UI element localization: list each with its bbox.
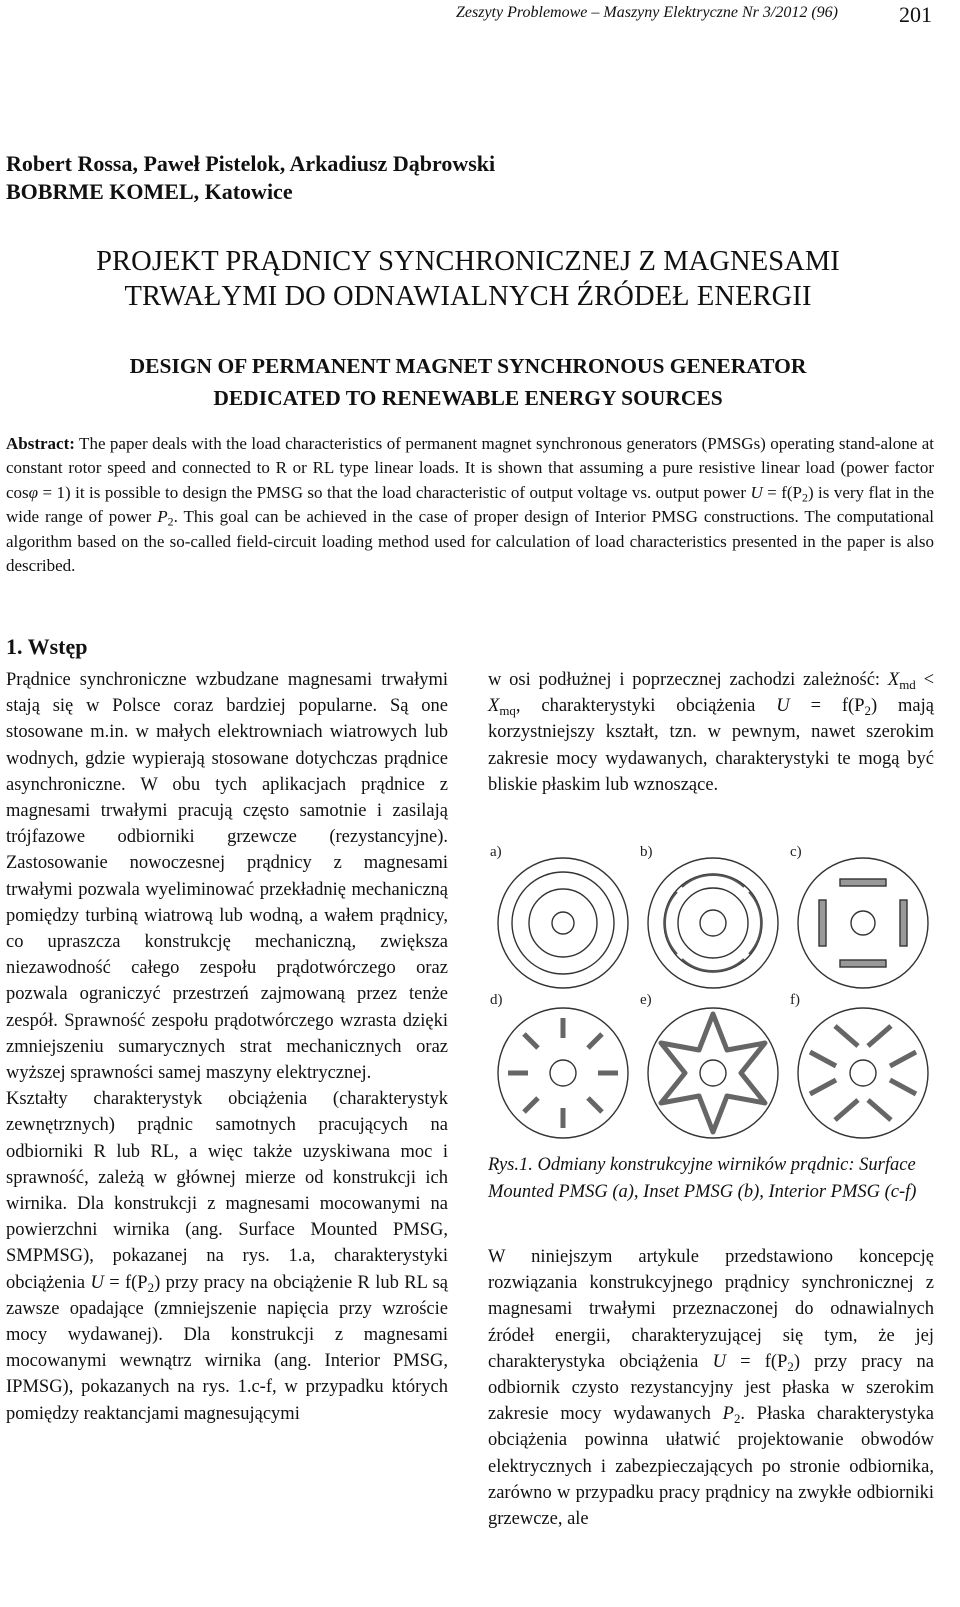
title-polish-line-1: PROJEKT PRĄDNICY SYNCHRONICZNEJ Z MAGNESAMI bbox=[96, 246, 840, 277]
math-subscript: 2 bbox=[801, 490, 808, 505]
right-column-bottom bbox=[488, 1244, 934, 1532]
rotor-b bbox=[648, 858, 778, 988]
title-polish bbox=[0, 244, 936, 314]
left-column bbox=[6, 667, 448, 1427]
paragraph-text: Kształty charakterystyk obciążenia (charakterystyk zewnętrznych) prądnic samotnych pracujących na odbiorniki R lub RL, a więc także uzyskiwana moc i sprawność, zależą w głównej mierze od konstrukcji ich wirnika. Dla konstrukcji z magnesami mocowanymi na powierzchni wirnika (ang. Surface Mounted PMSG, SMPMSG), pokazanej na rys. 1.a, charakterystyki obciążenia bbox=[6, 1089, 448, 1293]
paragraph bbox=[6, 1086, 448, 1427]
rotor-c bbox=[798, 858, 928, 988]
math-symbol: U bbox=[712, 1351, 726, 1372]
author-block bbox=[6, 150, 495, 206]
math-subscript: 2 bbox=[167, 514, 174, 529]
phi-symbol: φ bbox=[28, 482, 39, 502]
math-equation: = f(P bbox=[103, 1272, 148, 1293]
panel-label-c: c) bbox=[790, 844, 802, 860]
math-subscript: mq bbox=[499, 703, 516, 719]
math-symbol: X bbox=[887, 670, 900, 690]
title-english bbox=[0, 350, 936, 414]
panel-label-d: d) bbox=[490, 992, 503, 1008]
math-symbol: X bbox=[488, 696, 500, 717]
paragraph-text: w osi podłużnej i poprzecznej zachodzi zależność: bbox=[488, 670, 888, 690]
page-number: 201 bbox=[899, 2, 932, 27]
figure-caption: Rys.1. Odmiany konstrukcyjne wirników prądnic: Surface Mounted PMSG (a), Inset PMSG (b), Interior PMSG (c-f) bbox=[488, 1155, 917, 1202]
title-english-line-1: DESIGN OF PERMANENT MAGNET SYNCHRONOUS GENERATOR bbox=[129, 354, 807, 378]
panel-label-e: e) bbox=[640, 992, 652, 1008]
rotor-e bbox=[648, 1008, 778, 1138]
math-subscript: 2 bbox=[787, 1358, 794, 1374]
math-symbol: U bbox=[750, 482, 763, 502]
title-english-line-2: DEDICATED TO RENEWABLE ENERGY SOURCES bbox=[213, 386, 723, 410]
rotor-d bbox=[498, 1008, 628, 1138]
affiliation: BOBRME KOMEL, Katowice bbox=[6, 179, 293, 204]
math-equation: = f(P bbox=[725, 1351, 788, 1372]
abstract-text: = 1) it is possible to design the PMSG so that the load characteristic of output voltage vs. output power bbox=[38, 482, 751, 502]
math-subscript: md bbox=[899, 676, 916, 692]
paragraph-text: ) przy pracy na obciążenie R lub RL są zawsze opadające (zmniejszenie napięcia przy wzroście mocy wydawanej). Dla konstrukcji z magnesami mocowanymi wewnątrz wirnika (ang. Interior PMSG, IPMSG), pokazanych na rys. 1.c-f, w przypadku których pomiędzy reaktancjami magnesującymi bbox=[6, 1272, 448, 1424]
abstract-text: The paper deals with the load characteristics of permanent magnet synchronous generators (PMSGs) operating stand-alone at constant rotor speed and connected to R or RL type linear loads. It is shown that assuming a pure resistive linear load (power factor cos bbox=[6, 434, 934, 502]
panel-label-b: b) bbox=[640, 844, 653, 860]
paragraph-text: ) mają korzystniejszy kształt, tzn. w pewnym, nawet szerokim zakresie mocy wydawanych, charakterystyki te mogą być bliskie płaskim lub wznoszące. bbox=[488, 696, 934, 795]
panel-label-a: a) bbox=[490, 844, 502, 860]
math-subscript: 2 bbox=[864, 703, 871, 719]
rotor-a bbox=[498, 858, 628, 988]
paragraph-text: , charakterystyki obciążenia bbox=[515, 696, 777, 717]
abstract-text: . This goal can be achieved in the case of proper design of Interior PMSG constructions. The computational algorithm based on the so-called field-circuit loading method used for calculation of load characteristics presented in the paper is also described. bbox=[6, 507, 934, 576]
math-equation: = f(P bbox=[789, 696, 865, 717]
rotor-figure bbox=[488, 840, 938, 1145]
math-symbol: U bbox=[90, 1272, 104, 1293]
section-heading: 1. Wstęp bbox=[6, 634, 88, 659]
math-symbol: P bbox=[157, 507, 168, 527]
right-column-top bbox=[488, 667, 934, 798]
math-equation: = f(P bbox=[762, 482, 802, 502]
math-symbol: P bbox=[722, 1404, 734, 1425]
abstract bbox=[6, 432, 934, 578]
journal-header: Zeszyty Problemowe – Maszyny Elektryczne Nr 3/2012 (96) bbox=[456, 4, 838, 21]
title-polish-line-2: TRWAŁYMI DO ODNAWIALNYCH ŹRÓDEŁ ENERGII bbox=[124, 281, 812, 312]
panel-label-f: f) bbox=[790, 992, 800, 1008]
authors: Robert Rossa, Paweł Pistelok, Arkadiusz Dąbrowski bbox=[6, 151, 496, 176]
abstract-label: Abstract: bbox=[6, 434, 75, 453]
paragraph-text: . Płaska charakterystyka obciążenia powinna ułatwić projektowanie obwodów elektrycznych i zabezpieczających po stronie odbiornika, zarówno w przypadku pracy prądnicy na zwykłe odbiorniki grzewcze, ale bbox=[488, 1404, 934, 1530]
paragraph-text: W niniejszym artykule przedstawiono koncepcję rozwiązania konstrukcyjnego prądnicy synchronicznej z magnesami trwałymi przeznaczonej do odnawialnych źródeł energii, charakteryzującej się tym, że jej charakterystyka obciążenia bbox=[488, 1247, 934, 1372]
paragraph-text: ) przy pracy na odbiornik czysto rezystancyjny jest płaska w szerokim zakresie mocy wydawanych bbox=[488, 1351, 935, 1425]
paragraph: Prądnice synchroniczne wzbudzane magnesami trwałymi stają się w Polsce coraz bardziej popularne. Są one stosowane m.in. w małych elektrowniach wiatrowych lub wodnych, gdzie wypierają stosowane dotychczas prądnice asynchroniczne. W obu tych aplikacjach prądnice z magnesami trwałymi pracują często samotnie i zasilają trójfazowe odbiorniki grzewcze (rezystancyjne). Zastosowanie nowoczesnej prądnicy z magnesami trwałymi pozwala wyeliminować przekładnię mechaniczną pomiędzy turbiną wiatrową lub wodną, a wałem prądnicy, co upraszcza konstrukcję mechaniczną, zwiększa niezawodność całego zespołu prądotwórczego oraz pozwala ograniczyć przestrzeń zajmowaną przez tenże zespół. Sprawność zespołu prądotwórczego wzrasta dzięki zmniejszeniu sumarycznych strat mechanicznych oraz wyższej sprawności samej maszyny elektrycznej. bbox=[6, 670, 448, 1084]
math-subscript: 2 bbox=[147, 1279, 155, 1295]
math-symbol: U bbox=[776, 696, 790, 717]
math-subscript: 2 bbox=[733, 1411, 741, 1427]
abstract-text: ) is very flat in the wide range of power bbox=[6, 482, 934, 527]
math-operator: < bbox=[915, 670, 934, 690]
rotor-f bbox=[798, 1008, 928, 1138]
